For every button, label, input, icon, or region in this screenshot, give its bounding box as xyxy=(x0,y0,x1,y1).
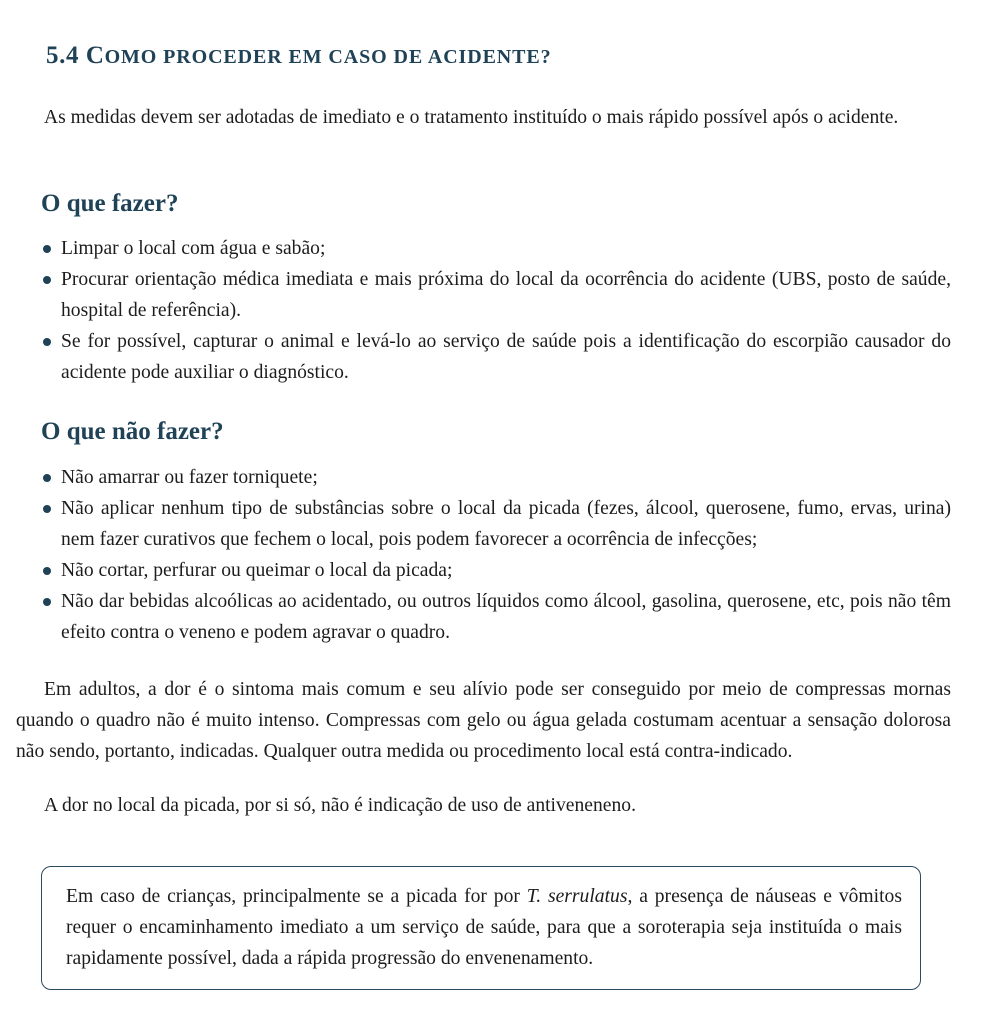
bullet-icon xyxy=(43,598,51,606)
list-item xyxy=(41,233,951,264)
section-title xyxy=(46,42,552,70)
list-item-text: Limpar o local com água e sabão; xyxy=(61,238,326,259)
bullet-icon xyxy=(43,245,51,253)
bullet-icon xyxy=(43,505,51,513)
callout-text xyxy=(66,881,902,974)
list-item xyxy=(41,326,951,388)
bullet-icon xyxy=(43,338,51,346)
section-number: 5.4 xyxy=(46,42,80,69)
list-item xyxy=(41,462,951,493)
list-item xyxy=(41,493,951,555)
bullet-icon xyxy=(43,276,51,284)
list-item-text: Não cortar, perfurar ou queimar o local da picada; xyxy=(61,560,453,581)
bullet-icon xyxy=(43,567,51,575)
section-title-initial: C xyxy=(85,42,105,69)
list-item-text: Se for possível, capturar o animal e levá-lo ao serviço de saúde pois a identificação do escorpião causador do acidente pode auxiliar o diagnóstico. xyxy=(61,331,951,383)
species-name: T. serrulatus xyxy=(526,886,628,907)
list-item xyxy=(41,586,951,648)
list-item-text: Não amarrar ou fazer torniquete; xyxy=(61,467,318,488)
bullet-icon xyxy=(43,474,51,482)
section-title-rest: OMO PROCEDER EM CASO DE ACIDENTE? xyxy=(104,46,552,68)
dont-list xyxy=(41,462,951,648)
callout-text-start: Em caso de crianças, principalmente se a picada for por xyxy=(66,886,527,907)
intro-paragraph: As medidas devem ser adotadas de imediato e o tratamento instituído o mais rápido possível após o acidente. xyxy=(44,107,899,128)
list-item-text: Procurar orientação médica imediata e mais próxima do local da ocorrência do acidente (UBS, posto de saúde, hospital de referência). xyxy=(61,269,951,321)
body-paragraph-2: A dor no local da picada, por si só, não é indicação de uso de antiveneneno. xyxy=(44,795,636,816)
list-item-text: Não dar bebidas alcoólicas ao acidentado, ou outros líquidos como álcool, gasolina, querosene, etc, pois não têm efeito contra o veneno e podem agravar o quadro. xyxy=(61,591,951,643)
callout-text-end: , a presença de náuseas e vômitos requer o encaminhamento imediato a um serviço de saúde, para que a soroterapia seja instituída o mais rapidamente possível, dada a rápida progressão do envenenamento. xyxy=(66,886,902,969)
dont-heading: O que não fazer? xyxy=(41,418,224,445)
list-item xyxy=(41,264,951,326)
list-item-text: Não aplicar nenhum tipo de substâncias sobre o local da picada (fezes, álcool, querosene, fumo, ervas, urina) nem fazer curativos que fechem o local, pois podem favorecer a ocorrência de infecções; xyxy=(61,498,951,550)
callout-box xyxy=(41,866,921,990)
body-paragraph-1: Em adultos, a dor é o sintoma mais comum e seu alívio pode ser conseguido por meio de compressas mornas quando o quadro não é muito intenso. Compressas com gelo ou água gelada costumam acentuar a sensação dolorosa não sendo, portanto, indicadas. Qualquer outra medida ou procedimento local está contra-indicado. xyxy=(16,679,951,762)
do-list xyxy=(41,233,951,388)
list-item xyxy=(41,555,951,586)
do-heading: O que fazer? xyxy=(41,190,179,217)
